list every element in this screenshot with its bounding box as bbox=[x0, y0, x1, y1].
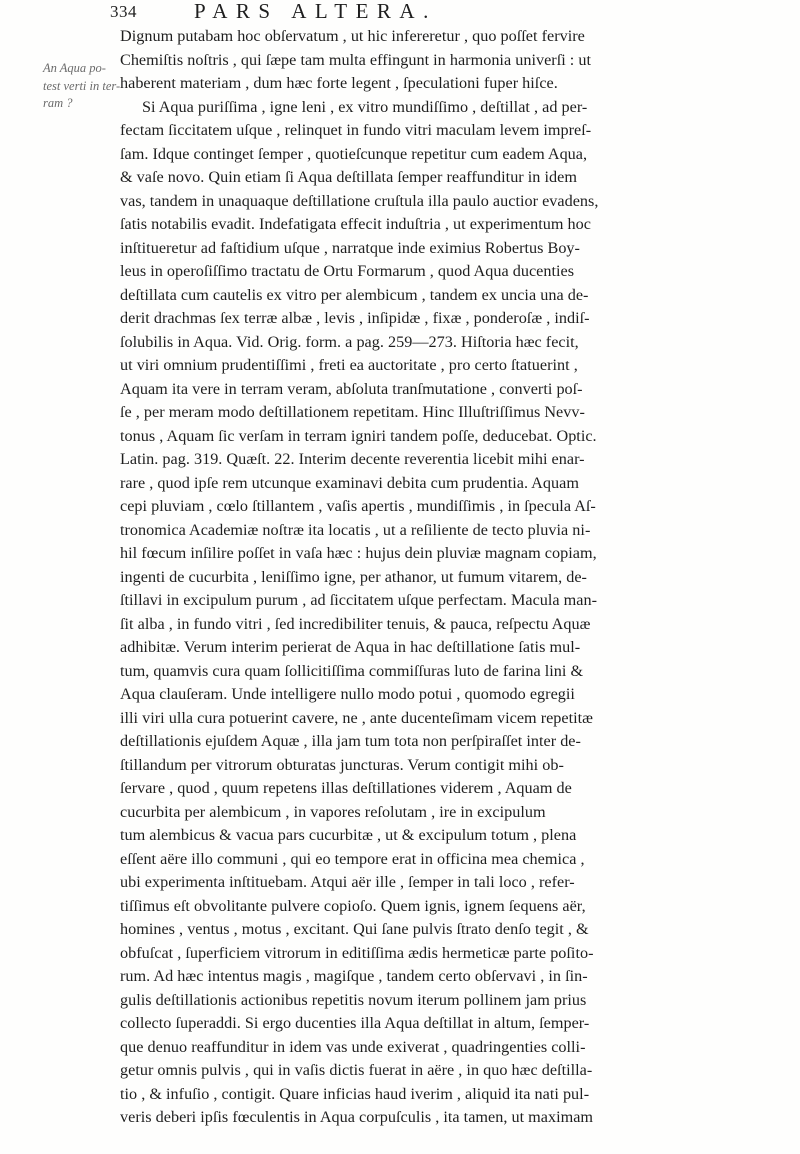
text-line: cepi pluviam , cœlo ſtillantem , vaſis apertis , mundiſſimis , in ſpecula Aſ- bbox=[120, 497, 596, 515]
text-line: cucurbita per alembicum , in vapores reſolutam , ire in excipulum bbox=[120, 802, 546, 821]
text-line: ut viri omnium prudentiſſimi , freti ea auctoritate , pro certo ſtatuerint , bbox=[120, 356, 578, 374]
text-line: vas, tandem in unaquaque deſtillatione cruſtula illa paulo auctior evadens, bbox=[120, 191, 599, 210]
text-line: Aquam ita vere in terram veram, abſoluta tranſmutatione , converti poſ- bbox=[120, 379, 583, 398]
text-line: gulis deſtillationis actionibus repetitis novum iterum pollinem jam prius bbox=[120, 990, 587, 1009]
text-line: haberent materiam , dum hæc forte legent , ſpeculationi fuper hiſce. bbox=[120, 74, 558, 92]
text-line: ingenti de cucurbita , leniſſimo igne, per athanor, ut fumum vitarem, de- bbox=[120, 567, 587, 586]
text-line: getur omnis pulvis , qui in vaſis dictis fuerat in aëre , in quo hæc deſtilla- bbox=[120, 1061, 593, 1079]
text-line: ſam. Idque continget ſemper , quotieſcunque repetitur cum eadem Aqua, bbox=[120, 144, 588, 163]
text-line: tum alembicus & vacua pars cucurbitæ , ut & excipulum totum , plena bbox=[120, 826, 577, 844]
text-line: ſatis notabilis evadit. Indefatigata effecit induſtria , ut experimentum hoc bbox=[120, 215, 591, 233]
text-line: ſtillavi in excipulum purum , ad ſiccitatem uſque perfectam. Macula man- bbox=[120, 591, 598, 609]
text-line: fectam ſiccitatem uſque , relinquet in fundo vitri maculam levem impreſ- bbox=[120, 121, 592, 139]
text-line: deſtillationis ejuſdem Aquæ , illa jam tum tota non perſpiraſſet inter de- bbox=[120, 732, 581, 750]
text-line: veris deberi ipſis fœculentis in Aqua corpuſculis , ita tamen, ut maximam bbox=[120, 1108, 594, 1126]
text-line: Aqua clauſeram. Unde intelligere nullo modo potui , quomodo egregii bbox=[120, 685, 575, 703]
text-line: tronomica Academiæ noſtræ ita locatis , ut a reſiliente de tecto pluvia ni- bbox=[120, 520, 591, 539]
marginal-note-line: ram ? bbox=[43, 96, 73, 110]
text-line: rum. Ad hæc intentus magis , magiſque , tandem certo obſervavi , in ſin- bbox=[120, 967, 588, 985]
text-line: derit drachmas ſex terræ albæ , levis , inſipidæ , fixæ , ponderoſæ , indiſ- bbox=[120, 309, 590, 327]
text-line: collecto ſuperaddi. Si ergo ducenties illa Aqua deſtillat in altum, ſemper- bbox=[120, 1014, 590, 1032]
text-line: & vaſe novo. Quin etiam ſi Aqua deſtillata ſemper reaffunditur in idem bbox=[120, 168, 577, 186]
marginal-note-line: An Aqua po- bbox=[43, 61, 106, 75]
text-line: ſervare , quod , quum repetens illas deſtillationes viderem , Aquam de bbox=[120, 779, 572, 797]
text-line: ſtillandum per vitrorum obturatas juncturas. Verum contigit mihi ob- bbox=[120, 755, 564, 774]
text-line: Chemiſtis noſtris , qui ſæpe tam multa effingunt in harmonia univerſi : ut bbox=[120, 50, 592, 69]
text-line: tonus , Aquam ſic verſam in terram igniri tandem poſſe, deducebat. Optic. bbox=[120, 426, 597, 445]
text-line: adhibitæ. Verum interim perierat de Aqua in hac deſtillatione ſatis mul- bbox=[120, 638, 581, 656]
text-line: obfuſcat , ſuperficiem vitrorum in editiſſima ædis hermeticæ parte poſito- bbox=[120, 943, 594, 962]
text-line: ſe , per meram modo deſtillationem repetitam. Hinc Illuſtriſſimus Nevv- bbox=[120, 403, 585, 421]
text-line: homines , ventus , motus , excitant. Qui ſane pulvis ſtrato denſo tegit , & bbox=[120, 920, 589, 938]
text-line: ſit alba , in fundo vitri , ſed incredibiliter tenuis, & pauca, reſpectu Aquæ bbox=[120, 614, 591, 633]
marginal-note bbox=[43, 60, 121, 113]
text-line: illi viri ulla cura potuerint cavere, ne , ante ducenteſimam vicem repetitæ bbox=[120, 708, 593, 727]
page-number: 334 bbox=[110, 2, 137, 21]
text-line: Latin. pag. 319. Quæſt. 22. Interim decente reverentia licebit mihi enar- bbox=[120, 450, 585, 468]
text-line: deſtillata cum cautelis ex vitro per alembicum , tandem ex uncia una de- bbox=[120, 285, 589, 304]
text-line: tum, quamvis cura quam ſollicitiſſima commiſſuras luto de farina lini & bbox=[120, 661, 584, 680]
text-line: eſſent aëre illo communi , qui eo tempore erat in officina mea chemica , bbox=[120, 849, 585, 868]
text-line: ſolubilis in Aqua. Vid. Orig. form. a pag. 259—273. Hiſtoria hæc fecit, bbox=[120, 332, 579, 351]
text-line: Dignum putabam hoc obſervatum , ut hic infereretur , quo poſſet fervire bbox=[120, 27, 585, 45]
body-text bbox=[120, 25, 752, 1130]
text-line: rare , quod ipſe rem utcunque examinavi debita cum prudentia. Aquam bbox=[120, 473, 579, 492]
text-line: tio , & infuſio , contigit. Quare inficias haud iverim , aliquid ita nati pul- bbox=[120, 1084, 590, 1103]
text-line: tiſſimus eſt obvolitante pulvere copioſo. Quem ignis, ignem ſequens aër, bbox=[120, 896, 586, 915]
text-line: inſtitueretur ad faſtidium uſque , narratque inde eximius Robertus Boy- bbox=[120, 238, 580, 257]
text-line: leus in operoſiſſimo tractatu de Ortu Formarum , quod Aqua ducenties bbox=[120, 262, 575, 280]
text-line: Si Aqua puriſſima , igne leni , ex vitro mundiſſimo , deſtillat , ad per- bbox=[142, 97, 588, 116]
running-head-title: PARS ALTERA. bbox=[194, 0, 437, 23]
marginal-note-line: test verti in ter- bbox=[43, 78, 121, 93]
text-line: ubi experimenta inſtituebam. Atqui aër ille , ſemper in tali loco , refer- bbox=[120, 873, 575, 891]
text-line: que denuo reaffunditur in idem vas unde exiverat , quadringenties colli- bbox=[120, 1037, 586, 1056]
text-line: hil fœcum inſilire poſſet in vaſa hæc : hujus dein pluviæ magnam copiam, bbox=[120, 544, 597, 562]
